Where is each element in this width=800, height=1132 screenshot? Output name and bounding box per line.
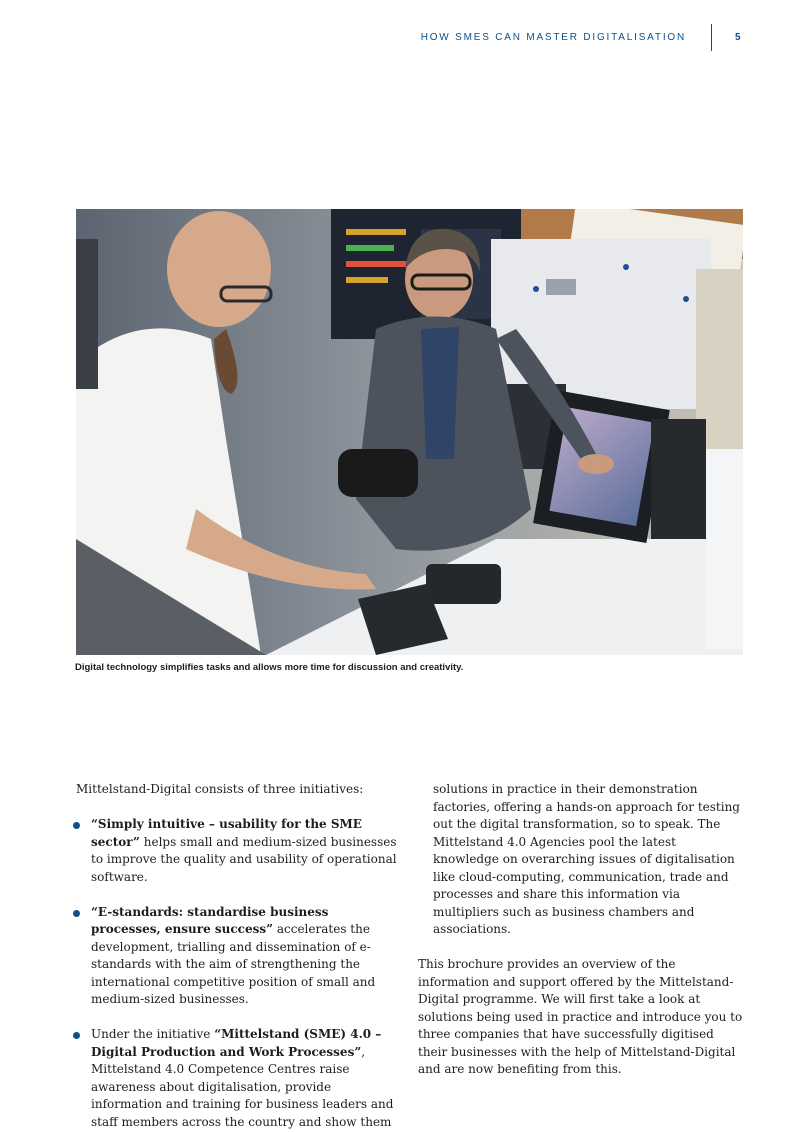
page-number: 5 bbox=[735, 32, 741, 43]
bullet-text: accelerates the development, trialling and dissemination of e-standards with the aim of strengthening the international competitive position of small and medium-sized businesses. bbox=[91, 922, 376, 1006]
bullet-text: , Mittelstand 4.0 Competence Centres raise awareness about digitalisation, provide information and training for business leaders and staff members across the country and show them bbox=[91, 1044, 394, 1129]
initiatives-list bbox=[76, 816, 400, 1131]
bullet-icon bbox=[73, 822, 80, 829]
photo-illustration bbox=[76, 209, 743, 655]
closing-paragraph: This brochure provides an overview of the information and support offered by the Mittelstand-Digital programme. We will first take a look at solutions being used in practice and introduce you to three companies that have successfully digitised their businesses with the help of Mittelstand-Digital and are now benefiting from this. bbox=[418, 957, 743, 1076]
intro-paragraph: Mittelstand-Digital consists of three initiatives: bbox=[76, 782, 364, 796]
header-divider bbox=[711, 24, 712, 51]
bullet-title: “Mittelstand (SME) 4.0 – Digital Production and Work Processes” bbox=[91, 1027, 382, 1059]
running-title: HOW SMES CAN MASTER DIGITALISATION bbox=[420, 32, 686, 43]
office-photo bbox=[76, 209, 743, 655]
bullet-title: “Simply intuitive – usability for the SME sector” bbox=[91, 817, 362, 849]
left-column bbox=[76, 781, 400, 1131]
right-column bbox=[418, 781, 745, 1079]
photo-caption: Digital technology simplifies tasks and allows more time for discussion and creativity. bbox=[75, 662, 464, 673]
bullet-title: “E-standards: standardise business processes, ensure success” bbox=[91, 904, 329, 936]
list-item bbox=[76, 1026, 400, 1131]
bullet-continuation: solutions in practice in their demonstration factories, offering a hands-on approach for testing out the digital transformation, so to speak. The Mittelstand 4.0 Agencies pool the latest knowledge on overarching issues of digitalisation like cloud-computing, communication, trade and processes and share this information via multipliers such as business chambers and associations. bbox=[433, 782, 740, 936]
bullet-icon bbox=[73, 910, 80, 917]
bullet-lead: Under the initiative bbox=[91, 1027, 215, 1041]
list-item bbox=[76, 816, 400, 886]
bullet-icon bbox=[73, 1032, 80, 1039]
list-item bbox=[76, 904, 400, 1009]
bullet-text: helps small and medium-sized businesses to improve the quality and usability of operational software. bbox=[91, 834, 397, 884]
